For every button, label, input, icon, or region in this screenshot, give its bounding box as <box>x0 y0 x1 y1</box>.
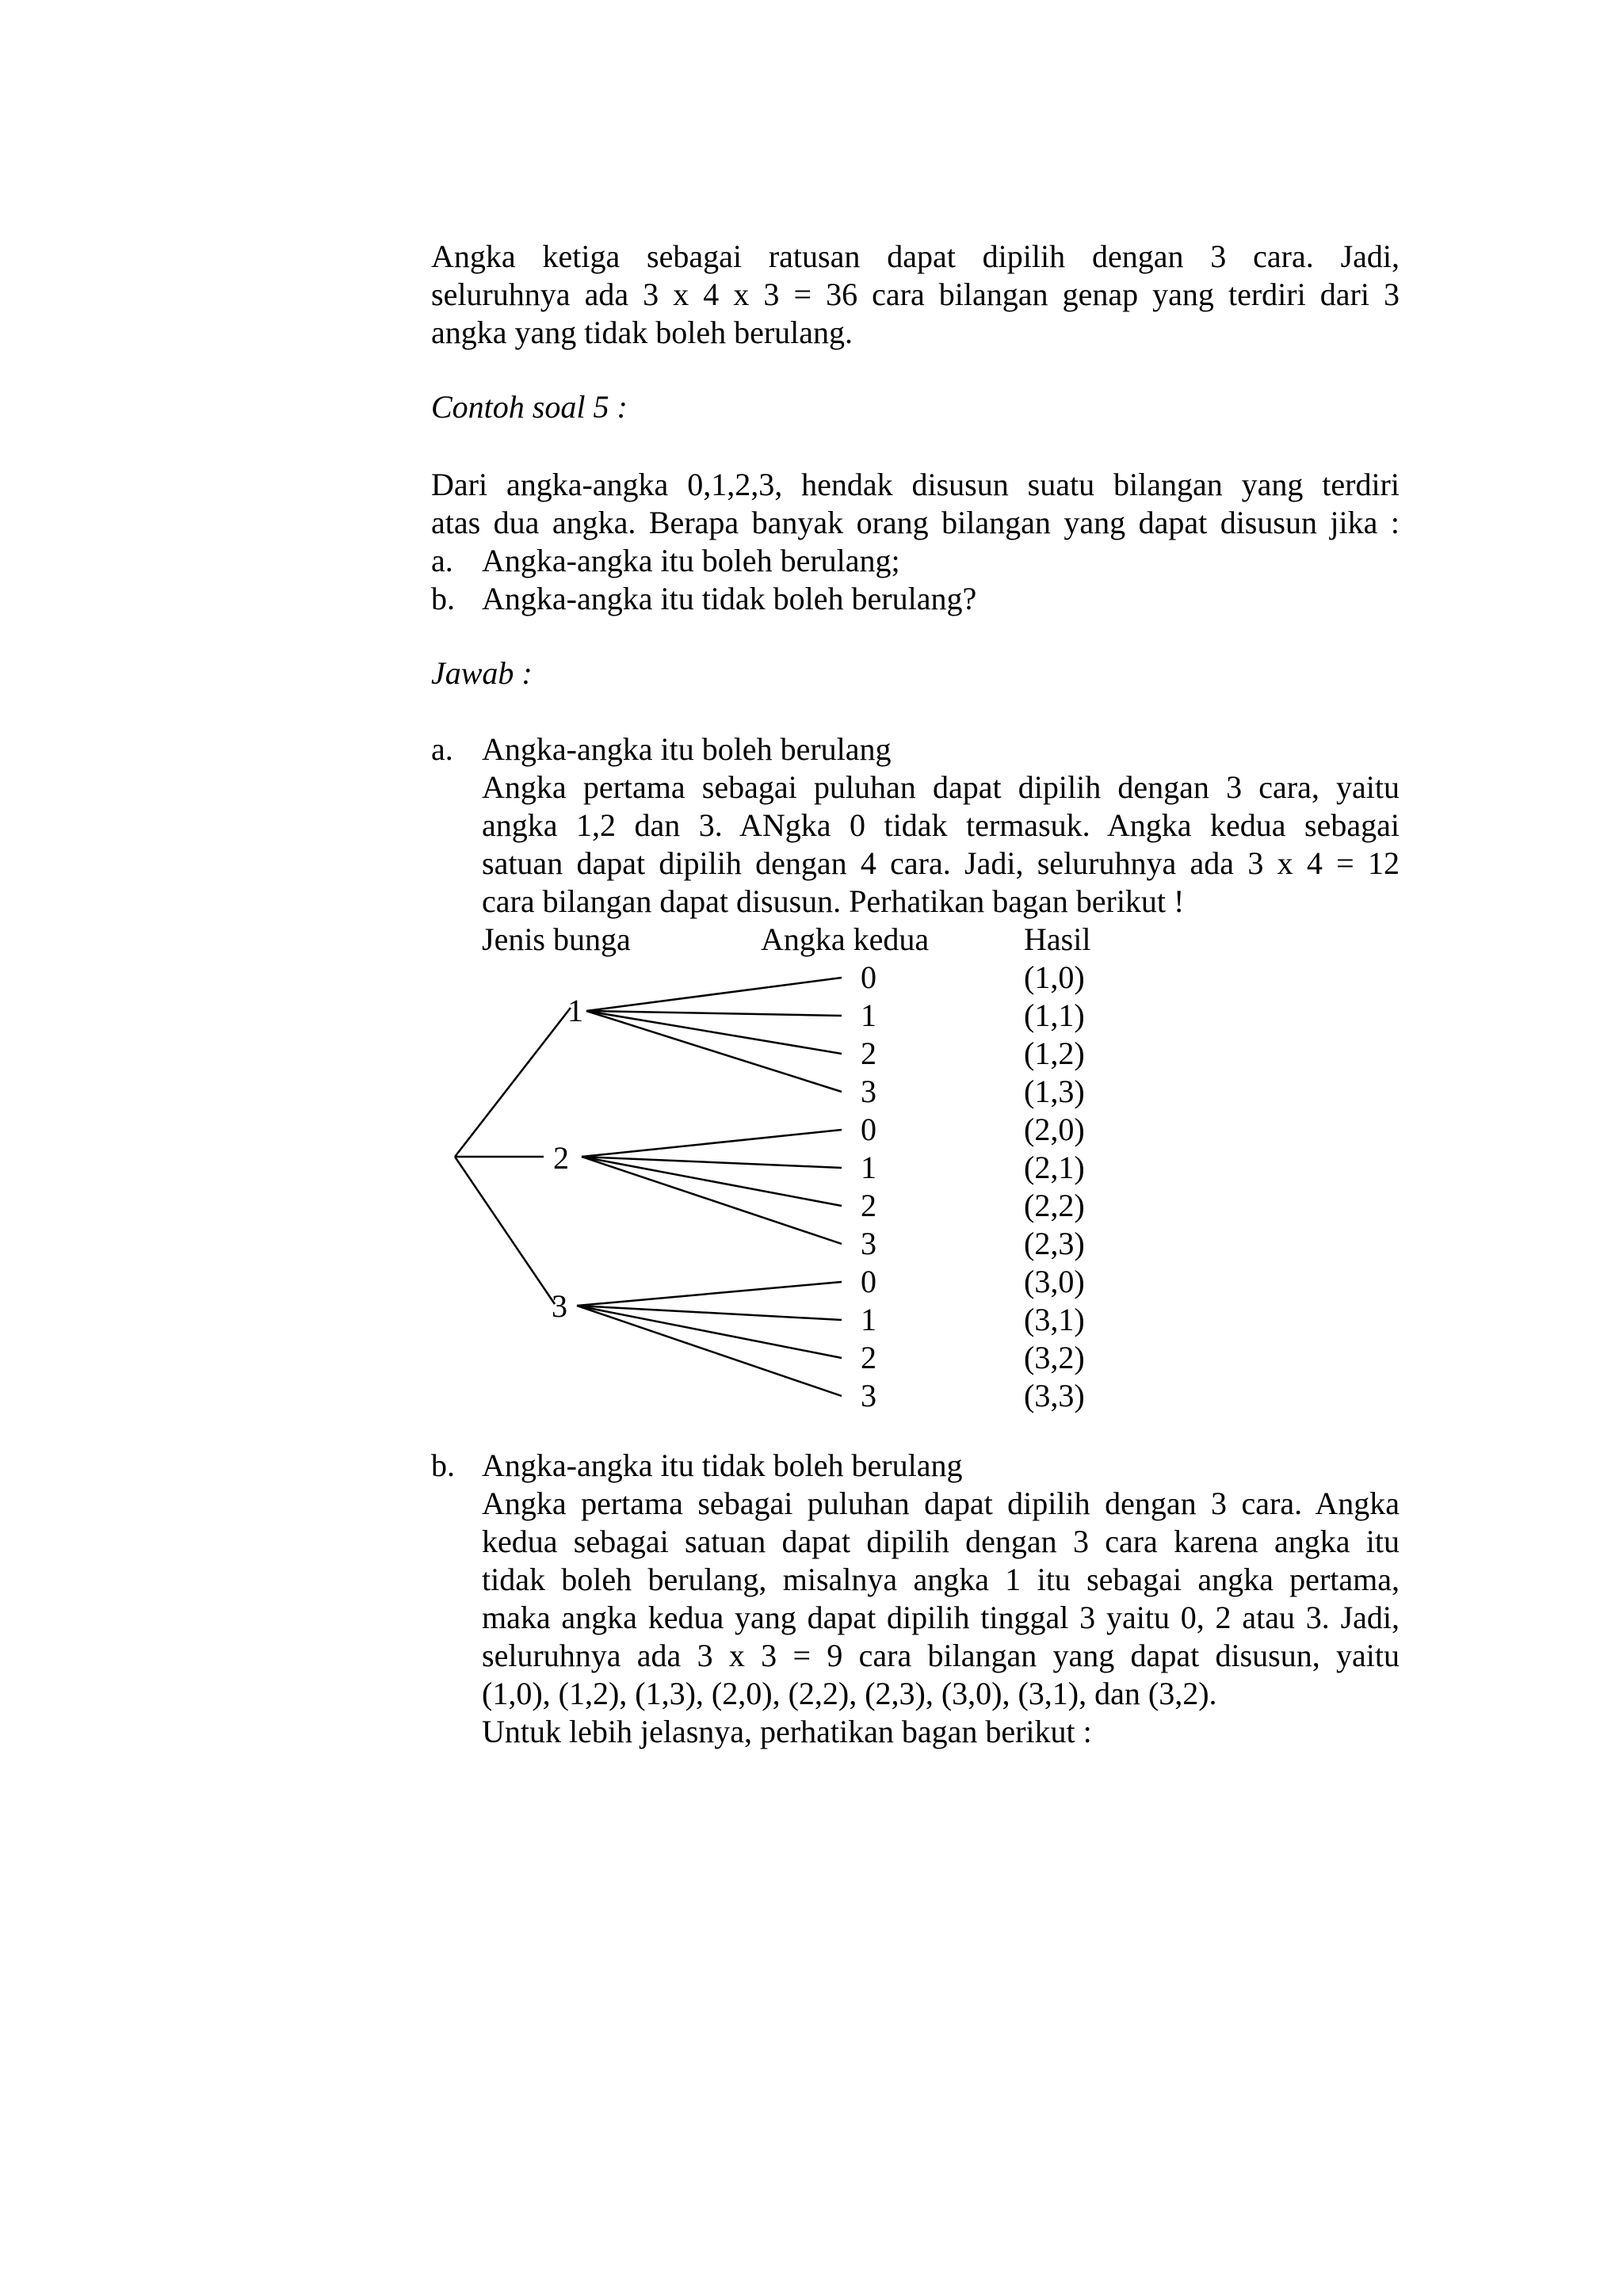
tree-leaf-branch <box>586 1011 842 1054</box>
tree-header-col1: Jenis bunga <box>482 921 631 957</box>
tree-first-digit-2: 2 <box>553 1140 569 1176</box>
tree-second-digit: 3 <box>861 1074 876 1109</box>
tree-result: (3,2) <box>1024 1340 1085 1375</box>
tree-leaf-branch <box>577 1282 842 1306</box>
tree-second-digit: 0 <box>861 1112 876 1147</box>
tree-second-digit: 1 <box>861 997 876 1033</box>
part-a-line-1: Angka pertama sebagai puluhan dapat dipilih dengan 3 cara, yaitu <box>482 769 1400 805</box>
tree-leaf-branch <box>582 1157 842 1244</box>
tree-second-digit: 0 <box>861 959 876 995</box>
example-heading: Contoh soal 5 : <box>431 389 628 425</box>
tree-second-digit: 2 <box>861 1340 876 1375</box>
tree-result: (1,1) <box>1024 997 1085 1033</box>
answer-heading: Jawab : <box>431 655 533 691</box>
question-line-2: atas dua angka. Berapa banyak orang bilangan yang dapat disusun jika : <box>431 505 1400 540</box>
tree-leaf-branch <box>582 1130 842 1157</box>
question-item-b-marker: b. <box>431 581 455 616</box>
tree-leaf-branch <box>586 978 842 1011</box>
part-a-marker: a. <box>431 731 453 767</box>
tree-result: (3,1) <box>1024 1302 1085 1337</box>
intro-line-1: Angka ketiga sebagai ratusan dapat dipilih dengan 3 cara. Jadi, <box>431 238 1400 274</box>
question-line-1: Dari angka-angka 0,1,2,3, hendak disusun suatu bilangan yang terdiri <box>431 467 1400 502</box>
tree-second-digit: 2 <box>861 1035 876 1071</box>
tree-root-branch-1 <box>455 1008 571 1157</box>
tree-header-col2: Angka kedua <box>761 921 930 957</box>
tree-second-digit: 1 <box>861 1150 876 1185</box>
tree-first-digit-1: 1 <box>567 993 583 1028</box>
tree-second-digit: 3 <box>861 1226 876 1261</box>
part-b-line-3: tidak boleh berulang, misalnya angka 1 itu sebagai angka pertama, <box>482 1562 1400 1597</box>
tree-first-digit-3: 3 <box>552 1288 567 1324</box>
tree-second-digit: 0 <box>861 1264 876 1299</box>
tree-leaf-branch <box>586 1011 842 1016</box>
part-b-line-6: (1,0), (1,2), (1,3), (2,0), (2,2), (2,3), (3,0), (3,1), dan (3,2). <box>482 1676 1217 1711</box>
part-b-title: Angka-angka itu tidak boleh berulang <box>482 1447 963 1483</box>
tree-leaf-branch <box>586 1011 842 1092</box>
tree-result: (2,1) <box>1024 1150 1085 1185</box>
tree-result: (3,0) <box>1024 1264 1085 1299</box>
tree-result: (2,3) <box>1024 1226 1085 1261</box>
part-b-marker: b. <box>431 1447 455 1483</box>
part-a-line-2: angka 1,2 dan 3. ANgka 0 tidak termasuk. Angka kedua sebagai <box>482 807 1400 843</box>
part-a-line-4: cara bilangan dapat disusun. Perhatikan bagan berikut ! <box>482 883 1185 919</box>
tree-root-branch-3 <box>455 1157 555 1304</box>
tree-second-digit: 2 <box>861 1188 876 1223</box>
tree-leaf-branch <box>582 1157 842 1168</box>
part-a-title: Angka-angka itu boleh berulang <box>482 731 892 767</box>
part-b-line-1: Angka pertama sebagai puluhan dapat dipilih dengan 3 cara. Angka <box>482 1486 1400 1521</box>
tree-result: (1,2) <box>1024 1035 1085 1071</box>
tree-result: (3,3) <box>1024 1378 1085 1413</box>
tree-leaf-branch <box>582 1157 842 1206</box>
tree-second-digit: 1 <box>861 1302 876 1337</box>
tree-result: (2,2) <box>1024 1188 1085 1223</box>
tree-second-digit: 3 <box>861 1378 876 1413</box>
tree-header-col3: Hasil <box>1024 921 1091 957</box>
question-item-a-text: Angka-angka itu boleh berulang; <box>482 543 900 578</box>
question-item-b-text: Angka-angka itu tidak boleh berulang? <box>482 581 977 616</box>
tree-result: (1,3) <box>1024 1074 1085 1109</box>
question-item-a-marker: a. <box>431 543 453 578</box>
part-b-line-7: Untuk lebih jelasnya, perhatikan bagan berikut : <box>482 1714 1092 1749</box>
part-b-line-4: maka angka kedua yang dapat dipilih tinggal 3 yaitu 0, 2 atau 3. Jadi, <box>482 1600 1400 1635</box>
tree-result: (2,0) <box>1024 1112 1085 1147</box>
intro-line-3: angka yang tidak boleh berulang. <box>431 315 854 350</box>
intro-line-2: seluruhnya ada 3 x 4 x 3 = 36 cara bilangan genap yang terdiri dari 3 <box>431 277 1400 312</box>
part-b-line-2: kedua sebagai satuan dapat dipilih dengan 3 cara karena angka itu <box>482 1524 1400 1559</box>
part-a-line-3: satuan dapat dipilih dengan 4 cara. Jadi, seluruhnya ada 3 x 4 = 12 <box>482 845 1400 881</box>
tree-result: (1,0) <box>1024 959 1085 995</box>
part-b-line-5: seluruhnya ada 3 x 3 = 9 cara bilangan yang dapat disusun, yaitu <box>482 1638 1400 1673</box>
